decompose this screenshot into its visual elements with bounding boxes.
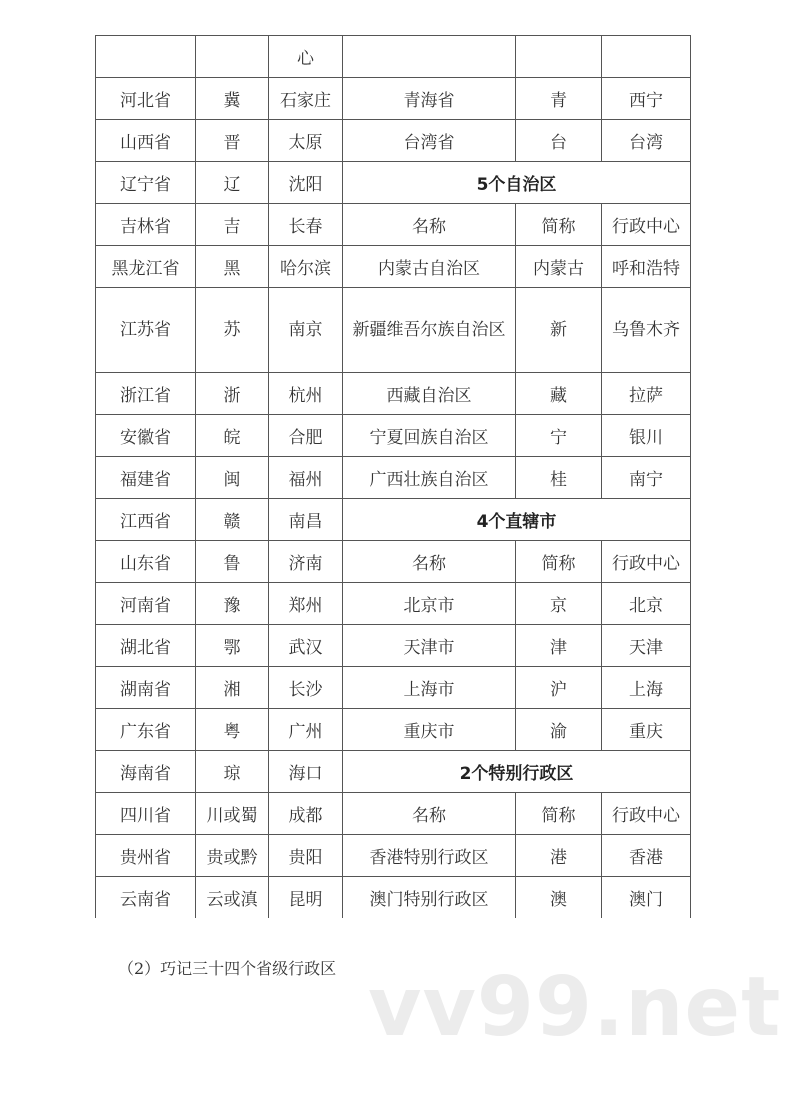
- table-cell: 新疆维吾尔族自治区: [343, 288, 516, 373]
- table-cell: 鲁: [196, 541, 269, 583]
- table-cell: 粤: [196, 709, 269, 751]
- table-cell: 成都: [269, 793, 343, 835]
- table-row: [96, 162, 691, 204]
- table-row: [96, 36, 691, 78]
- table-cell: 简称: [516, 204, 602, 246]
- table-cell: 名称: [343, 541, 516, 583]
- table-cell: 福州: [269, 457, 343, 499]
- table-cell: 重庆: [602, 709, 691, 751]
- table-cell: 行政中心: [602, 204, 691, 246]
- table-cell: 行政中心: [602, 541, 691, 583]
- table-cell: 津: [516, 625, 602, 667]
- table-cell: 江苏省: [96, 288, 196, 373]
- table-row: [96, 793, 691, 835]
- table-cell: 上海市: [343, 667, 516, 709]
- table-cell: 台: [516, 120, 602, 162]
- table-cell: 云或滇: [196, 877, 269, 919]
- table-cell: 杭州: [269, 373, 343, 415]
- section-header: 2个特别行政区: [343, 751, 691, 793]
- table-row: [96, 78, 691, 120]
- table-cell: 沪: [516, 667, 602, 709]
- table-cell: 济南: [269, 541, 343, 583]
- table-cell: 北京市: [343, 583, 516, 625]
- table-cell: 香港: [602, 835, 691, 877]
- table-cell: 云南省: [96, 877, 196, 919]
- table-row: [96, 583, 691, 625]
- table-cell: 沈阳: [269, 162, 343, 204]
- table-row: [96, 541, 691, 583]
- table-cell: 贵阳: [269, 835, 343, 877]
- table-cell: 河南省: [96, 583, 196, 625]
- table-cell: 吉林省: [96, 204, 196, 246]
- table-cell: 皖: [196, 415, 269, 457]
- table-cell: 南京: [269, 288, 343, 373]
- table-cell: 长沙: [269, 667, 343, 709]
- watermark: vv99.net: [368, 960, 782, 1055]
- table-cell: 桂: [516, 457, 602, 499]
- table-cell: 河北省: [96, 78, 196, 120]
- table-row: [96, 288, 691, 373]
- table-cell: 简称: [516, 541, 602, 583]
- table-cell: 澳: [516, 877, 602, 919]
- table-cell: 青海省: [343, 78, 516, 120]
- table-row: [96, 204, 691, 246]
- table-cell: 澳门: [602, 877, 691, 919]
- table-cell: 江西省: [96, 499, 196, 541]
- table-cell: 赣: [196, 499, 269, 541]
- table-cell: 郑州: [269, 583, 343, 625]
- table-cell: 冀: [196, 78, 269, 120]
- province-table-body: [96, 36, 691, 919]
- table-cell: 辽宁省: [96, 162, 196, 204]
- table-cell: 心: [269, 36, 343, 78]
- table-cell: 黑: [196, 246, 269, 288]
- table-cell: 山东省: [96, 541, 196, 583]
- province-table: [95, 35, 691, 918]
- table-cell: 湖北省: [96, 625, 196, 667]
- table-cell: 京: [516, 583, 602, 625]
- table-cell: [343, 36, 516, 78]
- table-cell: 合肥: [269, 415, 343, 457]
- table-cell: 藏: [516, 373, 602, 415]
- table-row: [96, 246, 691, 288]
- table-cell: 吉: [196, 204, 269, 246]
- table-cell: 贵州省: [96, 835, 196, 877]
- table-cell: 琼: [196, 751, 269, 793]
- table-cell: 西藏自治区: [343, 373, 516, 415]
- table-cell: 名称: [343, 793, 516, 835]
- table-row: [96, 667, 691, 709]
- table-cell: 银川: [602, 415, 691, 457]
- table-cell: 内蒙古: [516, 246, 602, 288]
- table-cell: 宁: [516, 415, 602, 457]
- table-cell: 黑龙江省: [96, 246, 196, 288]
- table-cell: 福建省: [96, 457, 196, 499]
- table-cell: [196, 36, 269, 78]
- table-cell: 简称: [516, 793, 602, 835]
- table-cell: 呼和浩特: [602, 246, 691, 288]
- table-cell: 青: [516, 78, 602, 120]
- table-row: [96, 120, 691, 162]
- table-cell: 广西壮族自治区: [343, 457, 516, 499]
- table-cell: 海口: [269, 751, 343, 793]
- table-cell: 鄂: [196, 625, 269, 667]
- table-cell: 浙: [196, 373, 269, 415]
- table-row: [96, 415, 691, 457]
- table-cell: 台湾: [602, 120, 691, 162]
- table-cell: 晋: [196, 120, 269, 162]
- table-cell: 乌鲁木齐: [602, 288, 691, 373]
- table-row: [96, 877, 691, 919]
- section-note: （2）巧记三十四个省级行政区: [118, 959, 337, 978]
- table-cell: 苏: [196, 288, 269, 373]
- table-cell: 天津: [602, 625, 691, 667]
- table-cell: 重庆市: [343, 709, 516, 751]
- table-row: [96, 373, 691, 415]
- table-cell: 澳门特别行政区: [343, 877, 516, 919]
- table-cell: [602, 36, 691, 78]
- table-row: [96, 835, 691, 877]
- table-cell: 海南省: [96, 751, 196, 793]
- table-cell: 哈尔滨: [269, 246, 343, 288]
- table-cell: 宁夏回族自治区: [343, 415, 516, 457]
- table-cell: 香港特别行政区: [343, 835, 516, 877]
- table-row: [96, 751, 691, 793]
- table-cell: 台湾省: [343, 120, 516, 162]
- table-row: [96, 499, 691, 541]
- table-cell: 南宁: [602, 457, 691, 499]
- section-header: 5个自治区: [343, 162, 691, 204]
- table-cell: 长春: [269, 204, 343, 246]
- table-cell: 天津市: [343, 625, 516, 667]
- table-row: [96, 625, 691, 667]
- table-cell: 拉萨: [602, 373, 691, 415]
- table-cell: 渝: [516, 709, 602, 751]
- table-cell: 湘: [196, 667, 269, 709]
- table-cell: 内蒙古自治区: [343, 246, 516, 288]
- table-cell: 行政中心: [602, 793, 691, 835]
- table-cell: 川或蜀: [196, 793, 269, 835]
- table-cell: 武汉: [269, 625, 343, 667]
- table-cell: [516, 36, 602, 78]
- table-cell: 港: [516, 835, 602, 877]
- table-cell: 名称: [343, 204, 516, 246]
- table-cell: 西宁: [602, 78, 691, 120]
- table-cell: 贵或黔: [196, 835, 269, 877]
- section-header: 4个直辖市: [343, 499, 691, 541]
- table-cell: 山西省: [96, 120, 196, 162]
- table-cell: 广东省: [96, 709, 196, 751]
- table-cell: [96, 36, 196, 78]
- table-row: [96, 709, 691, 751]
- table-cell: 北京: [602, 583, 691, 625]
- table-cell: 昆明: [269, 877, 343, 919]
- table-cell: 新: [516, 288, 602, 373]
- table-cell: 广州: [269, 709, 343, 751]
- table-cell: 湖南省: [96, 667, 196, 709]
- table-cell: 南昌: [269, 499, 343, 541]
- table-cell: 豫: [196, 583, 269, 625]
- table-cell: 太原: [269, 120, 343, 162]
- table-cell: 四川省: [96, 793, 196, 835]
- table-row: [96, 457, 691, 499]
- table-cell: 安徽省: [96, 415, 196, 457]
- table-cell: 闽: [196, 457, 269, 499]
- table-cell: 浙江省: [96, 373, 196, 415]
- table-cell: 石家庄: [269, 78, 343, 120]
- table-cell: 辽: [196, 162, 269, 204]
- table-cell: 上海: [602, 667, 691, 709]
